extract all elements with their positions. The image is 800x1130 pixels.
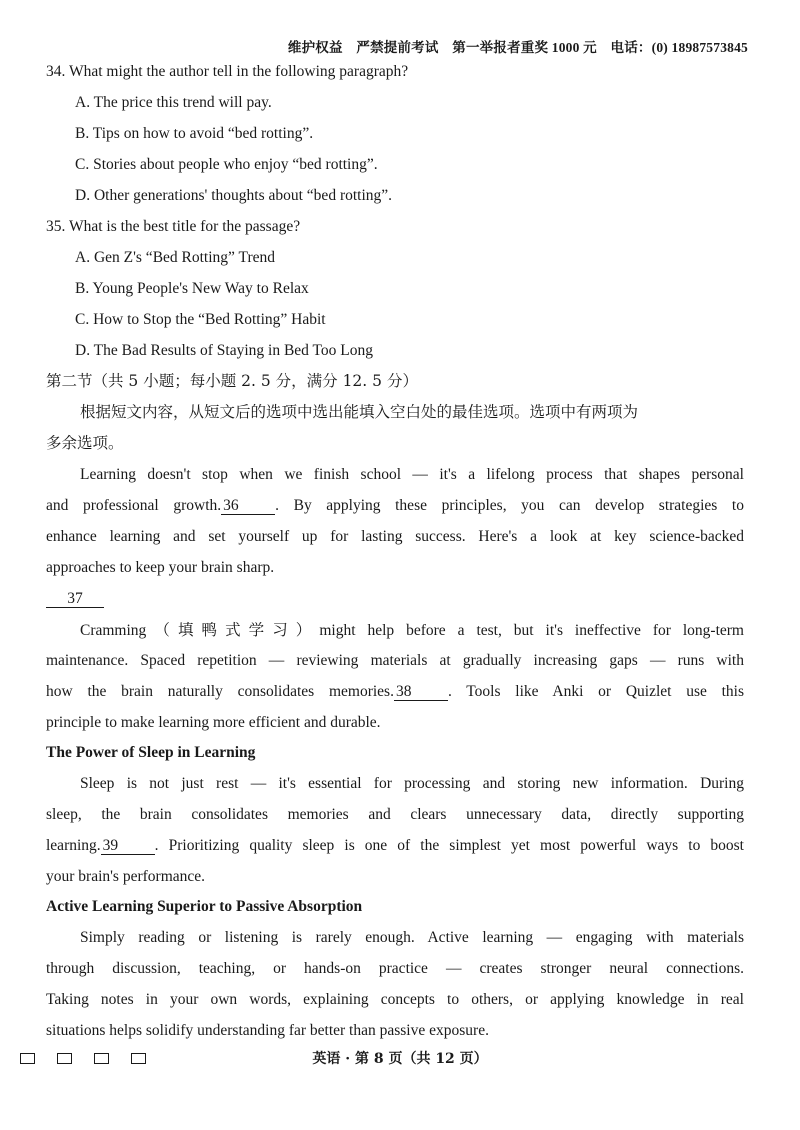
p2-line-4: principle to make learning more efficient and durable. [46, 714, 381, 731]
question-34-option-b: B. Tips on how to avoid “bed rotting”. [75, 125, 314, 142]
p4-line-4: situations helps solidify understanding far better than passive exposure. [46, 1022, 489, 1039]
blank-37: 37 [46, 590, 104, 608]
page-number: 英语 · 第 8 页（共 12 页） [312, 1051, 488, 1067]
question-34-option-c: C. Stories about people who enjoy “bed rotting”. [75, 156, 378, 173]
p3-line-4: your brain's performance. [46, 868, 206, 885]
question-35-option-d: D. The Bad Results of Staying in Bed Too Long [75, 342, 373, 359]
blank-39: 39 [101, 837, 155, 855]
p2-line-1-end: might help before a test, but it's ineffective for long-term [319, 622, 744, 639]
section-2-heading: 第二节（共 5 小题；每小题 2. 5 分，满分 12. 5 分） [46, 372, 418, 390]
p2-line-1 [80, 620, 744, 641]
heading-active-learning: Active Learning Superior to Passive Absorption [46, 898, 363, 915]
p3-line-3 [46, 836, 744, 856]
p2-line-3-end: . Tools like Anki or Quizlet use this [447, 683, 745, 700]
p1-line-3: enhance learning and set yourself up for lasting success. Here's a look at key science-backed [46, 528, 744, 545]
question-35-option-b: B. Young People's New Way to Relax [75, 280, 309, 297]
p2-line-3-start: how the brain naturally consolidates memories. [46, 683, 394, 700]
p3-line-1: Sleep is not just rest — it's essential for processing and storing new information. During [80, 775, 744, 792]
p2-line-1-start: Cramming [80, 622, 147, 639]
question-34-option-a: A. The price this trend will pay. [75, 94, 272, 111]
p4-line-2: through discussion, teaching, or hands-on practice — creates stronger neural connections. [46, 960, 744, 977]
question-34-stem: 34. What might the author tell in the following paragraph? [46, 63, 409, 80]
question-35-stem: 35. What is the best title for the passage? [46, 218, 301, 235]
p1-line-2-end: . By applying these principles, you can develop strategies to [275, 497, 744, 514]
section-2-instruction-line-1: 根据短文内容，从短文后的选项中选出能填入空白处的最佳选项。选项中有两项为 [80, 403, 639, 421]
p1-line-2-start: and professional growth. [46, 497, 222, 514]
p2-chinese-gloss: （填鸭式学习） [146, 621, 320, 639]
blank-38: 38 [394, 683, 448, 701]
heading-sleep: The Power of Sleep in Learning [46, 744, 256, 761]
blank-37-line [46, 589, 744, 609]
p3-line-2: sleep, the brain consolidates memories and clears unnecessary data, directly supporting [46, 806, 744, 823]
p4-line-3: Taking notes in your own words, explaining concepts to others, or applying knowledge in real [46, 991, 744, 1008]
p1-line-1: Learning doesn't stop when we finish school — it's a lifelong process that shapes personal [80, 466, 744, 483]
p4-line-1: Simply reading or listening is rarely enough. Active learning — engaging with materials [80, 929, 744, 946]
question-35-option-a: A. Gen Z's “Bed Rotting” Trend [75, 249, 275, 266]
p2-line-2: maintenance. Spaced repetition — reviewing materials at gradually increasing gaps — runs with [46, 652, 744, 669]
question-35-option-c: C. How to Stop the “Bed Rotting” Habit [75, 311, 326, 328]
p3-line-3-end: . Prioritizing quality sleep is one of the simplest yet most powerful ways to boost [154, 837, 744, 854]
section-2-instruction-line-2: 多余选项。 [46, 434, 124, 452]
page-header: 维护权益 严禁提前考试 第一举报者重奖 1000 元 电话：(0) 18987573845 [287, 40, 748, 55]
p1-line-4: approaches to keep your brain sharp. [46, 559, 275, 576]
p3-line-3-start: learning. [46, 837, 101, 854]
question-34-option-d: D. Other generations' thoughts about “bed rotting”. [75, 187, 393, 204]
p1-line-2 [46, 496, 744, 516]
p2-line-3 [46, 682, 744, 702]
blank-36: 36 [221, 497, 275, 515]
